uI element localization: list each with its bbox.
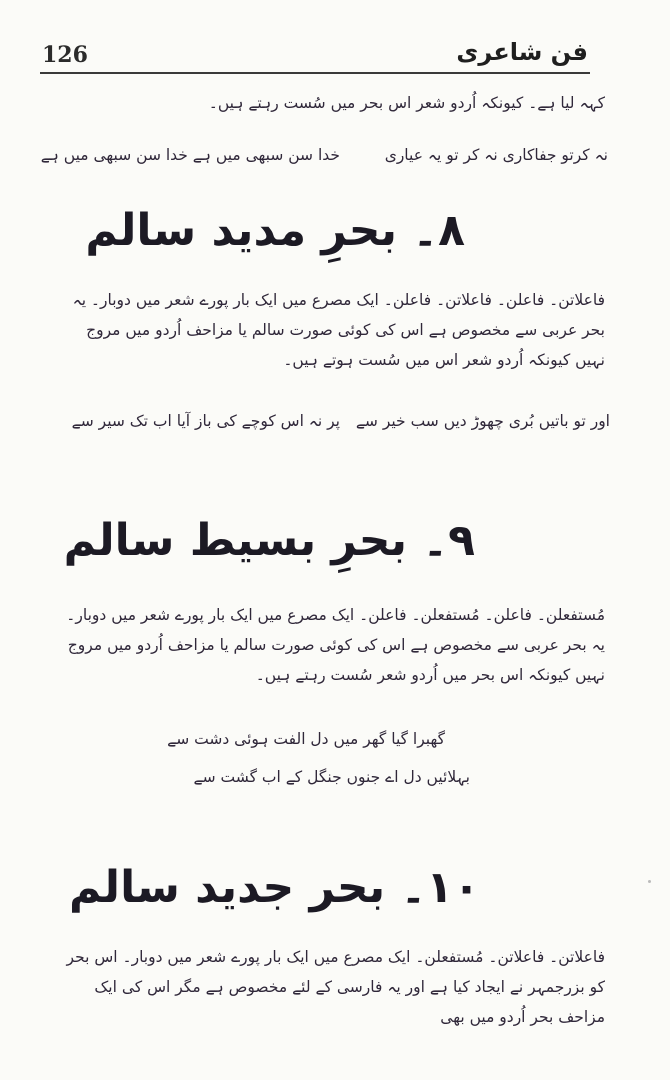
section-heading-8: ۸۔ بحرِ مدید سالم: [85, 205, 465, 256]
section-heading-9: ۹۔ بحرِ بسیط سالم: [63, 515, 475, 566]
section-8-couplet-first: اور تو باتیں بُری چھوڑ دیں سب خیر سے: [355, 412, 610, 430]
section-body-10: فاعلاتن۔ فاعلاتن۔ مُستفعلن۔ ایک مصرع میں ایک بار پورے شعر میں دوبار۔ اس بحر کو بزرجمہر نے ایجاد کیا ہے اور یہ فارسی کے لئے مخصوص ہے مگر اس کی ایک مزاحف بحر اُردو میں بھی: [66, 948, 605, 1026]
scan-speck: [648, 880, 651, 883]
intro-couplet-second: خدا سن سبھی میں ہے خدا سن سبھی میں ہے: [40, 146, 340, 164]
intro-couplet-first: نہ کرتو جفاکاری نہ کر تو یہ عیاری: [384, 146, 608, 164]
running-title: فن شاعری: [456, 38, 588, 66]
intro-line: کہہ لیا ہے۔ کیونکہ اُردو شعر اس بحر میں سُست رہتے ہیں۔: [208, 94, 605, 112]
page-header: [40, 32, 590, 74]
section-8-couplet-second: پر نہ اس کوچے کی باز آیا اب تک سیر سے: [71, 412, 340, 430]
section-body-9: مُستفعلن۔ فاعلن۔ مُستفعلن۔ فاعلن۔ ایک مصرع میں ایک بار پورے شعر میں دوبار۔ یہ بحر عربی سے مخصوص ہے اس کی کوئی صورت سالم یا مزاحف اُردو میں مروج نہیں کیونکہ اس بحر میں اُردو شعر سُست رہتے ہیں۔: [66, 606, 605, 684]
section-body-8: فاعلاتن۔ فاعلن۔ فاعلاتن۔ فاعلن۔ ایک مصرع میں ایک بار پورے شعر میں دوبار۔ یہ بحر عربی سے مخصوص ہے اس کی کوئی صورت سالم یا مزاحف اُردو میں مروج نہیں کیونکہ اُردو شعر اس میں سُست ہوتے ہیں۔: [72, 291, 605, 369]
page-number: 126: [42, 42, 88, 68]
section-9-couplet-second: بہلائیں دل اے جنوں جنگل کے اب گشت سے: [193, 768, 470, 786]
section-heading-10: ۱۰۔ بحر جدید سالم: [69, 862, 480, 913]
section-9-couplet-first: گھبرا گیا گھر میں دل الفت ہوئی دشت سے: [167, 730, 445, 748]
